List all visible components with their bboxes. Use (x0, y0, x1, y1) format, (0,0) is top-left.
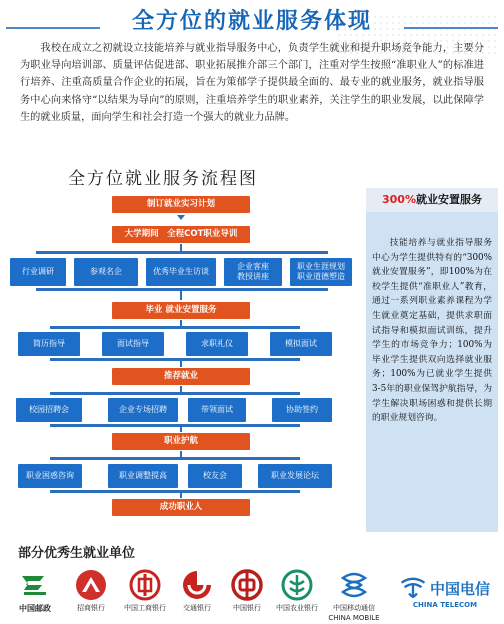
flow-item-escorted-interview: 带领面试 (188, 398, 246, 422)
branch-bar (50, 457, 300, 460)
connector (180, 360, 182, 367)
branch-bar (50, 326, 300, 329)
cmb-icon (74, 568, 108, 602)
connector (180, 492, 182, 498)
flow-item-contract-assistance: 协助签约 (272, 398, 332, 422)
logo-cmb: 招商银行 (64, 568, 118, 613)
logo-china-telecom: 中国电信 CHINA TELECOM (392, 568, 498, 609)
icbc-icon (128, 568, 162, 602)
flow-step-cot-training: 大学期间 全程COT职业导训 (112, 226, 250, 243)
flow-item-career-forum: 职业发展论坛 (258, 464, 332, 488)
logo-china-mobile: 中国移动通信 CHINA MOBILE (322, 568, 386, 622)
placement-service-heading: 300%就业安置服务 (366, 188, 498, 212)
logo-boc: 中国银行 (220, 568, 274, 613)
boc-icon (230, 568, 264, 602)
branch-bar (36, 251, 328, 254)
flow-item-graduate-interviews: 优秀毕业生访谈 (146, 258, 216, 286)
flow-item-industry-research: 行业调研 (10, 258, 66, 286)
merge-bar (36, 288, 328, 291)
logo-icbc: 中国工商银行 (118, 568, 172, 613)
flow-step-career-escort: 职业护航 (112, 433, 250, 450)
merge-bar (50, 490, 300, 493)
flow-item-mock-interview: 模拟面试 (270, 332, 332, 356)
intro-paragraph: 我校在成立之初就设立技能培养与就业指导服务中心，负责学生就业和提升职场竞争能力，主要分为职业导向培训部、质量评估促进部、职业拓展推介部三个部门，注重对学生按照“准职业人”的标准进行培养、注重高质量合作企业的拓展，旨在为策郁学子提供最全面的、最专业的就业服务，就业指导服务中心向来恪守“以结果为导向”的原则，注重培养学生的职业素养，关注学生的职业发展，以此保障学生的就业质量，面向学生和社会打造一个强大的就业力品牌。 (20, 43, 484, 123)
flow-step-placement: 毕业 就业安置服务 (112, 302, 250, 319)
flowchart-title: 全方位就业服务流程图 (68, 169, 258, 189)
flow-item-career-adjustment: 职业调整提高 (108, 464, 178, 488)
flow-item-job-etiquette: 求职礼仪 (186, 332, 248, 356)
flow-item-visit-companies: 参观名企 (74, 258, 138, 286)
flow-item-company-recruitment: 企业专场招聘 (108, 398, 178, 422)
page-title: 全方位的就业服务体现 (131, 9, 372, 34)
placement-service-text: 技能培养与就业指导服务中心为学生提供特有的“300%就业安置服务”，即100%为在校学生提供“准职业人”教育，通过一系列职业素养课程为学生就业奠定基础，提供求职面试指导和模拟面试训练，提升学生的市场竞争力；100%为毕业学生提供双向选择就业服务；100%为已就业学生提供3-5年的职业保驾护航指导，为学生解决职场困惑和提供长期的职业规划咨询。 (372, 238, 492, 424)
flow-item-career-counseling: 职业困惑咨询 (18, 464, 82, 488)
flow-item-campus-fair: 校园招聘会 (16, 398, 82, 422)
logo-bocom: 交通银行 (170, 568, 224, 613)
abc-icon (280, 568, 314, 602)
china-telecom-icon (400, 576, 426, 600)
branch-bar (50, 392, 300, 395)
merge-bar (50, 358, 300, 361)
logo-china-post: 中国邮政 (8, 568, 62, 614)
arrow-down-icon (177, 215, 185, 220)
flow-step-successful-professional: 成功职业人 (112, 499, 250, 516)
flow-step-plan: 制订就业实习计划 (112, 196, 250, 213)
flow-step-referral: 推荐就业 (112, 368, 250, 385)
connector (180, 290, 182, 300)
flow-item-guest-lectures: 企业客座 教授讲座 (224, 258, 282, 286)
bocom-icon (180, 568, 214, 602)
flow-item-alumni-association: 校友会 (188, 464, 242, 488)
employers-title: 部分优秀生就业单位 (18, 546, 136, 561)
china-post-icon (18, 568, 52, 602)
flow-item-resume-guidance: 简历指导 (18, 332, 80, 356)
flow-item-career-planning: 职业生涯规划 职业道德塑造 (290, 258, 352, 286)
connector (180, 426, 182, 432)
logo-abc: 中国农业银行 (270, 568, 324, 613)
merge-bar (50, 424, 300, 427)
china-mobile-icon (337, 568, 371, 602)
flow-item-interview-guidance: 面试指导 (102, 332, 164, 356)
